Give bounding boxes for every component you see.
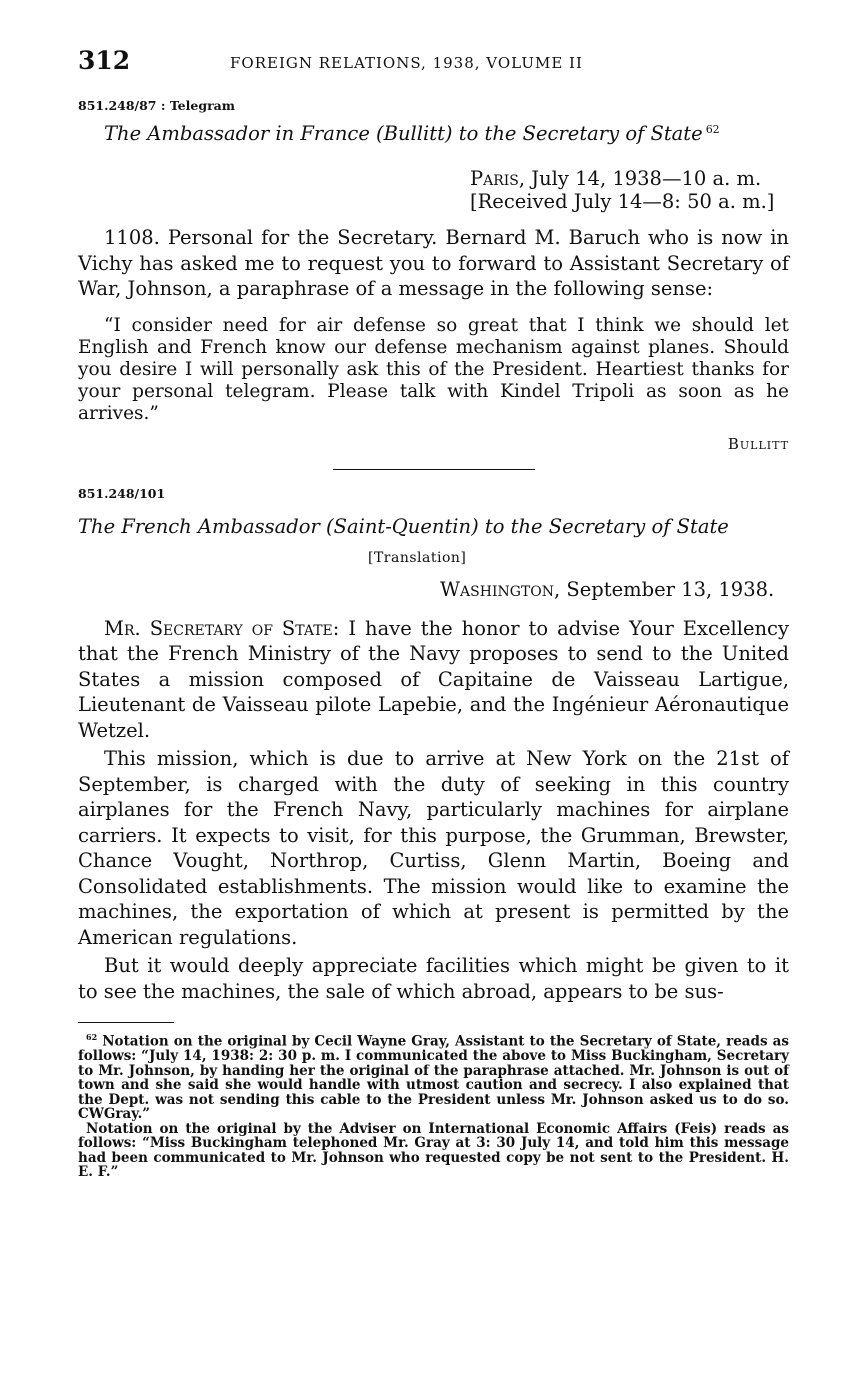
note-paragraph-2: This mission, which is due to arrive at New York on the 21st of September, is charged with the duty of seeking in this country airplanes for the French Navy, particularly machines for airplane carriers. It expects to visit, for this purpose, the Grumman, Brewster, Chance Vought, Northrop, Curtiss, Glenn Martin, Boeing and Consolidated establishments. The mission would like to examine the machines, the exportation of which at present is permitted by the American regulations. [78, 747, 789, 949]
note-paragraph-1-text: I have the honor to advise Your Excellency that the French Ministry of the Navy proposes to send to the United States a mission composed of Capitaine de Vaisseau Lartigue, Lieutenant de Vaisseau pilote Lapebie, and the Ingénieur Aéronautique Wetzel. [78, 616, 789, 742]
footnote-2: Notation on the original by the Adviser on International Economic Affairs (Feis) reads as follows: “Miss Buckingham telephoned Mr. Gray at 3: 30 July 14, and told him this message had been communicated to Mr. Johnson who requested copy be not sent to the President. H. E. F.” [78, 1120, 789, 1180]
telegram-quote: “I consider need for air defense so great that I think we should let English and French know our defense mechanism against planes. Should you desire I will personally ask this of the President. Heartiest thanks for your personal telegram. Please talk with Kindel Tripoli as soon as he arrives.” [78, 314, 789, 424]
telegram-dateline [470, 167, 789, 190]
telegram-title-text: The Ambassador in France (Bullitt) to the Secretary of State [104, 122, 703, 145]
telegram-signature: Bullitt [727, 434, 789, 453]
note-file-reference: 851.248/101 [78, 485, 166, 501]
note-salutation: Mr. Secretary of State: [104, 616, 340, 640]
note-title: The French Ambassador (Saint-Quentin) to the Secretary of State [78, 514, 729, 538]
note-date: , September 13, 1938. [553, 577, 775, 601]
telegram-place: Paris [470, 167, 519, 190]
telegram-footnote-marker: 62 [705, 122, 720, 136]
note-paragraph-3: But it would deeply appreciate facilities which might be given to it to see the machines, the sale of which abroad, appears to be sus- [78, 954, 789, 1003]
note-paragraph-1 [78, 616, 789, 744]
footnotes [78, 1030, 789, 1180]
telegram-date: , July 14, 1938—10 a. m. [518, 167, 762, 190]
running-header [78, 46, 789, 82]
note-dateline [440, 578, 789, 601]
telegram-received: [Received July 14—8: 50 a. m.] [470, 190, 775, 213]
page-number: 312 [78, 46, 131, 75]
running-title: FOREIGN RELATIONS, 1938, VOLUME II [230, 54, 583, 72]
translation-label: [Translation] [368, 549, 467, 566]
footnote-1 [78, 1030, 789, 1122]
footnote-1-marker: 62 [86, 1032, 98, 1042]
telegram-title [104, 122, 789, 145]
section-divider [333, 469, 535, 470]
telegram-file-reference: 851.248/87 : Telegram [78, 98, 235, 113]
footnote-1-text: Notation on the original by Cecil Wayne Gray, Assistant to the Secretary of State, reads as follows: “July 14, 1938: 2: 30 p. m. I communicated the above to Miss Buckingham, Secretary to Mr. Johnson, by handing her the original of the paraphrase attached. Mr. Johnson is out of town and she said she would handle with utmost caution and secrecy. I also explained that the Dept. was not sending this cable to the President unless Mr. Johnson asked us to do so. CWGray.” [78, 1033, 789, 1122]
note-place: Washington [440, 577, 554, 601]
telegram-body: 1108. Personal for the Secretary. Bernard M. Baruch who is now in Vichy has asked me to request you to forward to Assistant Secretary of War, Johnson, a paraphrase of a message in the following sense: [78, 226, 789, 300]
footnote-rule [78, 1022, 174, 1023]
